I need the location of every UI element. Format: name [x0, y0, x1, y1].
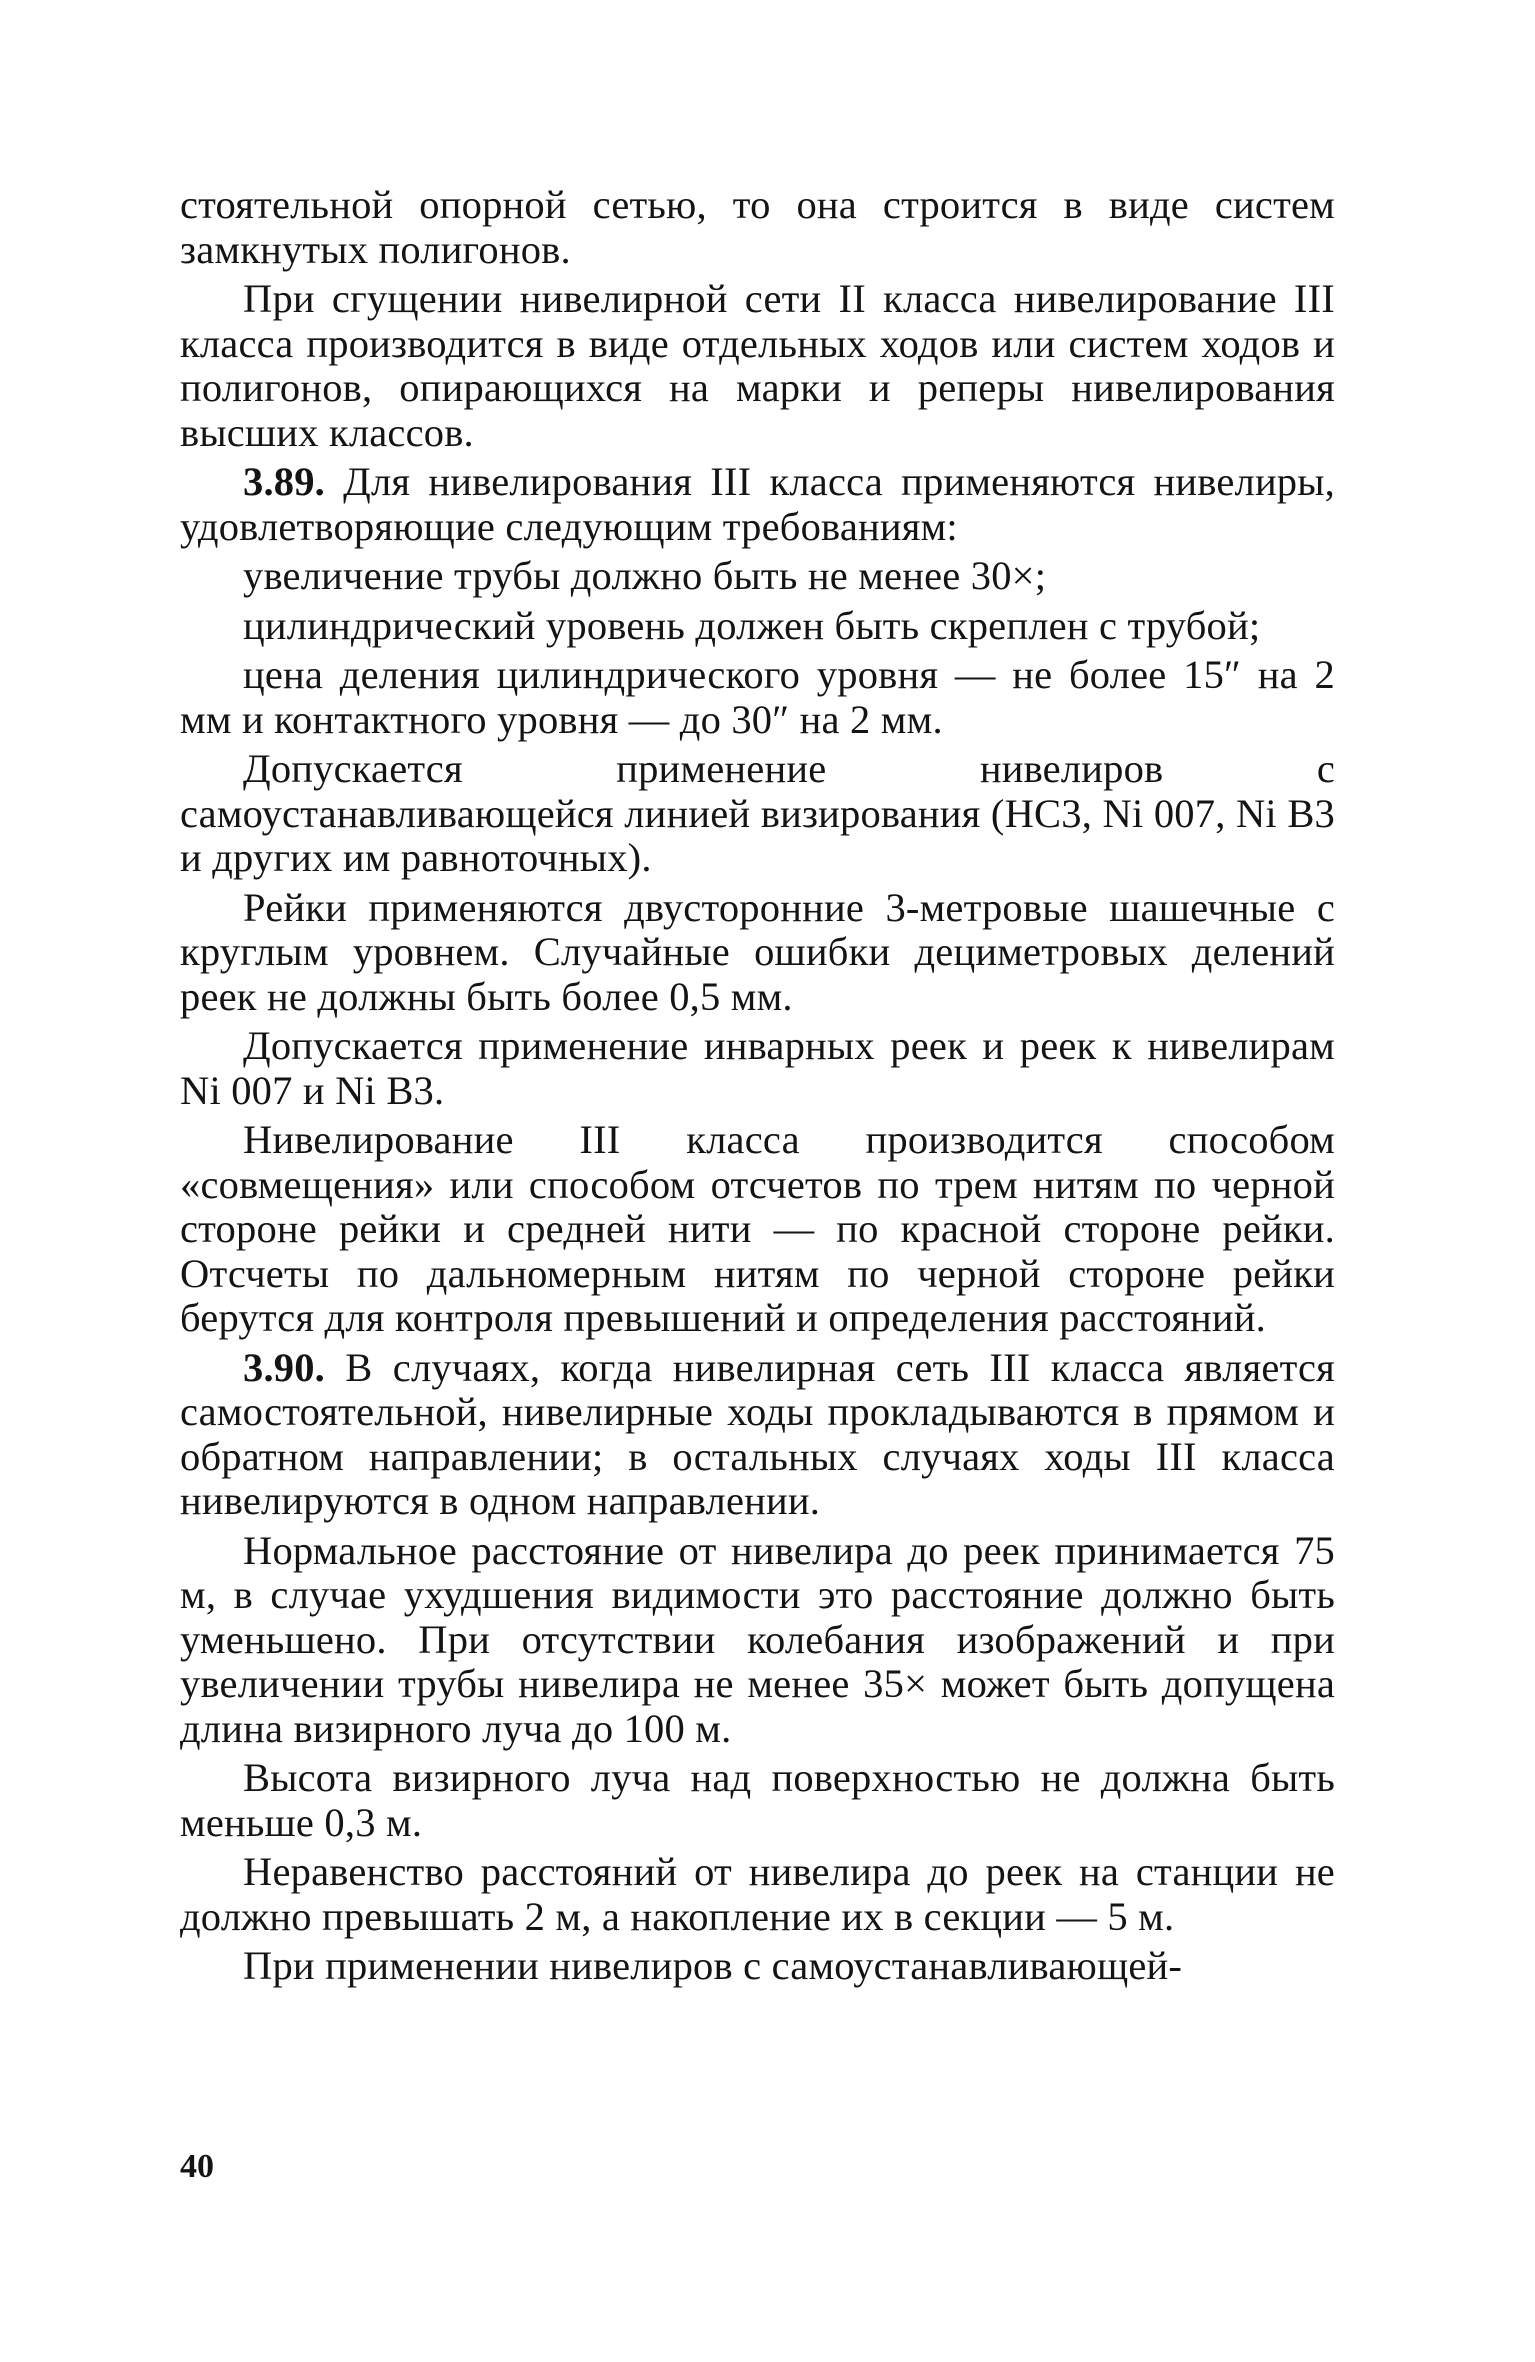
requirement-item: цилиндрический уровень должен быть скреплен с трубой;	[243, 602, 1261, 648]
paragraph: При применении нивелиров с самоустанавливающей-	[243, 1943, 1183, 1988]
paragraph: Допускается применение нивелиров с самоустанавливающейся линией визирования (НС3, Ni 007, Ni B3 и других им равноточных).	[180, 746, 1335, 880]
paragraph: стоятельной опорной сетью, то она строится в виде систем замкнутых полигонов.	[180, 182, 1335, 272]
page-body	[180, 183, 1335, 1994]
paragraph: Рейки применяются двусторонние 3-метровые шашечные с круглым уровнем. Случайные ошибки дециметровых делений реек не должны быть более 0,5 мм.	[180, 884, 1335, 1019]
paragraph: Нормальное расстояние от нивелира до реек принимается 75 м, в случае ухудшения видимости это расстояние должно быть уменьшено. При отсутствии колебания изображений и при увеличении трубы нивелира не менее 35× может быть допущена длина визирного луча до 100 м.	[180, 1527, 1335, 1751]
section-number: 3.89.	[243, 459, 325, 504]
paragraph-text: Для нивелирования III класса применяются нивелиры, удовлетворяющие следующим требованиям:	[180, 459, 1335, 549]
paragraph: Допускается применение инварных реек и реек к нивелирам Ni 007 и Ni B3.	[180, 1023, 1335, 1113]
paragraph: Нивелирование III класса производится способом «совмещения» или способом отсчетов по трем нитям по черной стороне рейки и средней нити — по красной стороне рейки. Отсчеты по дальномерным нитям по черной стороне рейки берутся для контроля превышений и определения расстояний.	[180, 1117, 1335, 1340]
paragraph: Неравенство расстояний от нивелира до реек на станции не должно превышать 2 м, а накопление их в секции — 5 м.	[180, 1849, 1335, 1939]
paragraph-3-90	[180, 1346, 1335, 1524]
requirement-item: увеличение трубы должно быть не менее 30×;	[243, 553, 1047, 598]
paragraph: При сгущении нивелирной сети II класса нивелирование III класса производится в виде отдельных ходов или систем ходов и полигонов, опирающихся на марки и реперы нивелирования высших классов.	[180, 276, 1335, 455]
paragraph-text: В случаях, когда нивелирная сеть III класса является самостоятельной, нивелирные ходы прокладываются в прямом и обратном направлении; в остальных случаях ходы III класса нивелируются в одном направлении.	[180, 1344, 1335, 1523]
requirement-item: цена деления цилиндрического уровня — не более 15″ на 2 мм и контактного уровня — до 30″ на 2 мм.	[180, 652, 1335, 742]
paragraph-3-89	[180, 460, 1335, 549]
page-number: 40	[180, 2148, 214, 2185]
paragraph: Высота визирного луча над поверхностью не должна быть меньше 0,3 м.	[180, 1755, 1335, 1845]
section-number: 3.90.	[243, 1344, 325, 1390]
